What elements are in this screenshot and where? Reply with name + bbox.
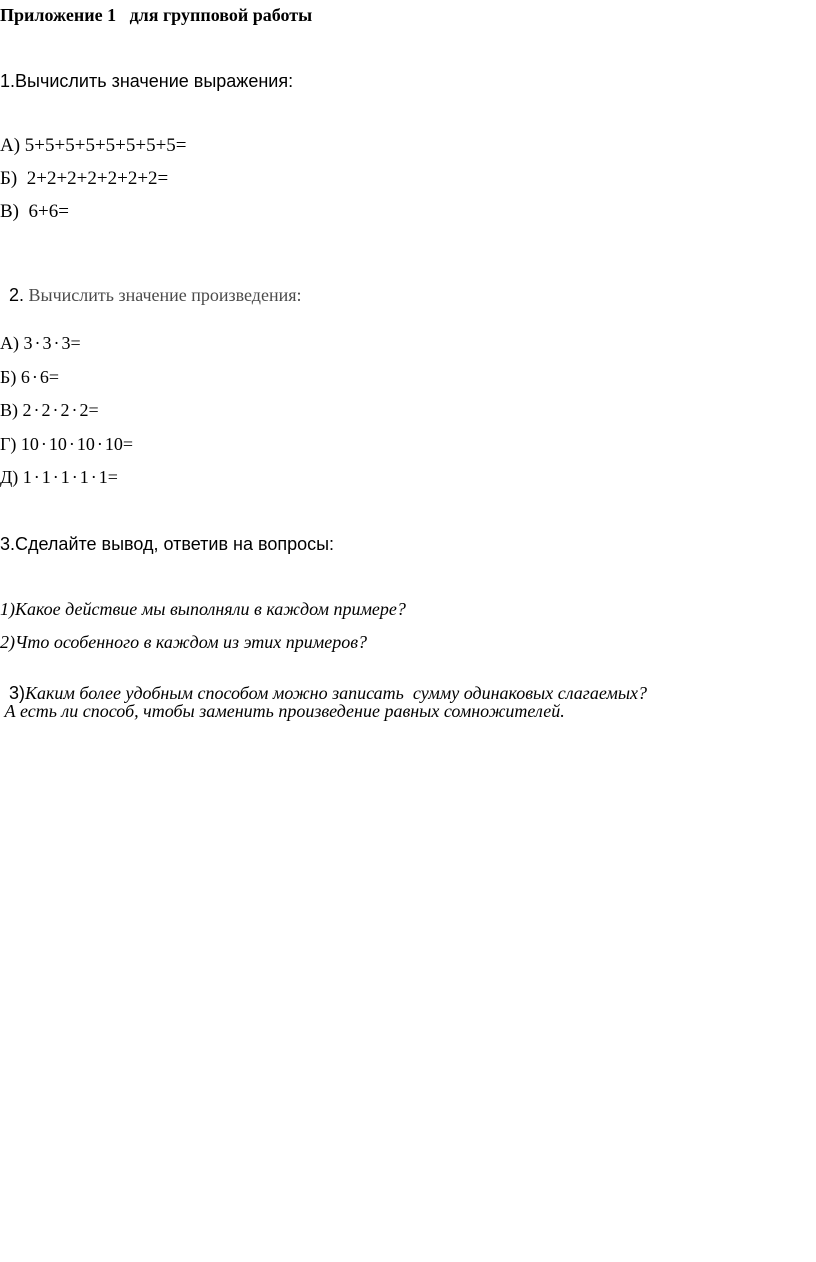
- equals-sign: =: [122, 434, 134, 454]
- equals-sign: =: [48, 367, 59, 387]
- factor: 10: [76, 434, 95, 454]
- multiplication-dot-icon: ·: [53, 333, 60, 353]
- multiplication-dot-icon: ·: [96, 434, 103, 454]
- factor: 10: [20, 434, 39, 454]
- task1-heading: 1.Вычислить значение выражения:: [0, 71, 294, 91]
- equals-sign: =: [88, 400, 99, 420]
- multiplication-dot-icon: ·: [33, 467, 40, 487]
- task2-item: [0, 334, 81, 352]
- task2-item: [0, 435, 133, 453]
- equals-sign: =: [70, 333, 81, 353]
- page-title: Приложение 1 для групповой работы: [0, 5, 313, 25]
- multiplication-dot-icon: ·: [33, 400, 40, 420]
- question-3-number: 3): [9, 683, 26, 703]
- task2-number: 2.: [9, 285, 25, 305]
- multiplication-dot-icon: ·: [52, 400, 59, 420]
- factor: 2: [41, 400, 51, 420]
- multiplication-dot-icon: ·: [31, 367, 38, 387]
- factor: 2: [22, 400, 32, 420]
- factor: 1: [22, 467, 32, 487]
- task3-heading: 3.Сделайте вывод, ответив на вопросы:: [0, 534, 335, 554]
- task1-item-c: В) 6+6=: [0, 201, 69, 222]
- item-label: Д): [0, 467, 23, 487]
- item-label: А): [0, 333, 24, 353]
- factor: 10: [48, 434, 67, 454]
- multiplication-dot-icon: ·: [68, 434, 75, 454]
- item-label: Б): [0, 367, 21, 387]
- task1-item-b: Б) 2+2+2+2+2+2+2=: [0, 168, 169, 189]
- factor: 1: [79, 467, 89, 487]
- factor: 1: [60, 467, 70, 487]
- factor: 2: [60, 400, 70, 420]
- factor: 2: [79, 400, 89, 420]
- multiplication-dot-icon: ·: [90, 467, 97, 487]
- factor: 6: [20, 367, 30, 387]
- multiplication-dot-icon: ·: [71, 467, 78, 487]
- task2-heading: Вычислить значение произведения:: [24, 285, 302, 305]
- factor: 10: [104, 434, 123, 454]
- item-label: В): [0, 400, 23, 420]
- question-3: [0, 666, 647, 702]
- task2-heading-line: [0, 268, 302, 304]
- multiplication-dot-icon: ·: [71, 400, 78, 420]
- factor: 6: [39, 367, 49, 387]
- factor: 3: [23, 333, 33, 353]
- task2-item: [0, 368, 59, 386]
- task1-item-a: А) 5+5+5+5+5+5+5+5=: [0, 135, 187, 156]
- factor: 3: [61, 333, 71, 353]
- factor: 3: [42, 333, 52, 353]
- question-2: 2)Что особенного в каждом из этих примеров?: [0, 632, 368, 652]
- question-1: 1)Какое действие мы выполняли в каждом примере?: [0, 599, 406, 619]
- item-label: Г): [0, 434, 21, 454]
- multiplication-dot-icon: ·: [52, 467, 59, 487]
- task2-item: [0, 468, 118, 486]
- question-4: А есть ли способ, чтобы заменить произведение равных сомножителей.: [0, 701, 565, 721]
- equals-sign: =: [107, 467, 118, 487]
- task2-item: [0, 401, 99, 419]
- question-3-text: Каким более удобным способом можно записать сумму одинаковых слагаемых?: [25, 683, 648, 703]
- multiplication-dot-icon: ·: [34, 333, 41, 353]
- multiplication-dot-icon: ·: [40, 434, 47, 454]
- factor: 1: [41, 467, 51, 487]
- factor: 1: [98, 467, 108, 487]
